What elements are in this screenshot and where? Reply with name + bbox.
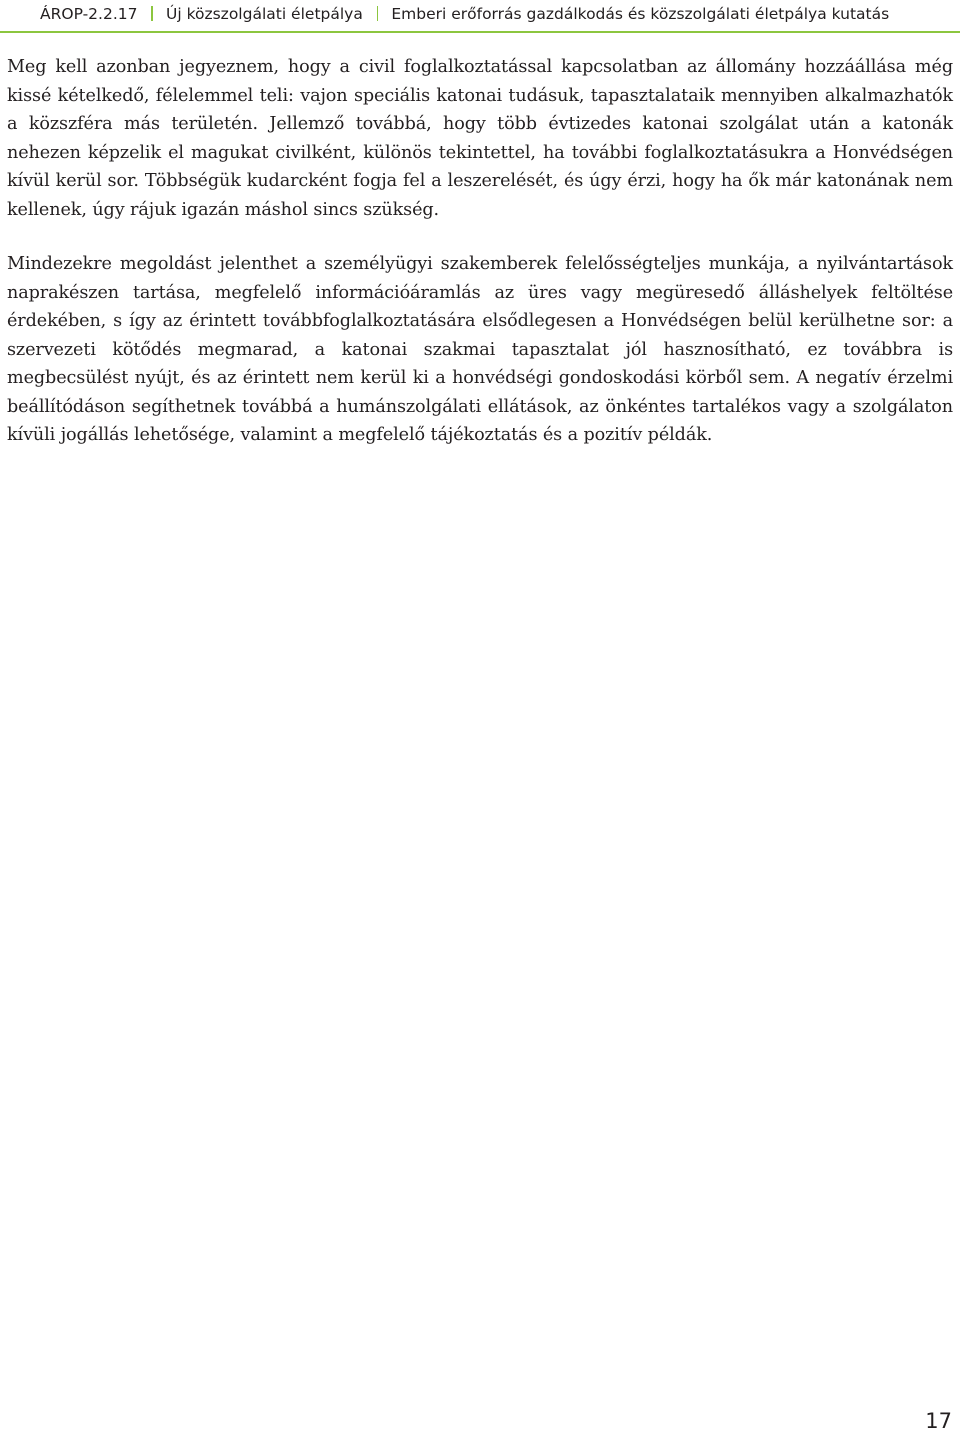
header-project-title: Új közszolgálati életpálya bbox=[165, 5, 363, 23]
header-program-code: ÁROP-2.2.17 bbox=[40, 5, 138, 23]
header-rule bbox=[0, 31, 960, 33]
header-separator bbox=[151, 6, 153, 21]
header-separator bbox=[377, 6, 379, 21]
body-paragraph: Mindezekre megoldást jelenthet a személyügyi szakemberek felelősségteljes munkája, a nyilvántartások naprakészen tartása, megfelelő információáramlás az üres vagy megüresedő álláshelyek feltöltése érdekében, s így az érintett továbbfoglalkoztatására elsődlegesen a Honvédségen belül kerülhetne sor: a szervezeti kötődés megmarad, a katonai szakmai tapasztalat jól hasznosítható, ez továbbra is megbecsülést nyújt, és az érintett nem kerül ki a honvédségi gondoskodási körből sem. A negatív érzelmi beállítódáson segíthetnek továbbá a humánszolgálati ellátások, az önkéntes tartalékos vagy a szolgálaton kívüli jogállás lehetősége, valamint a megfelelő tájékoztatás és a pozitív példák. bbox=[7, 254, 953, 445]
header-subtitle: Emberi erőforrás gazdálkodás és közszolgálati életpálya kutatás bbox=[391, 5, 890, 23]
body-paragraph: Meg kell azonban jegyeznem, hogy a civil foglalkoztatással kapcsolatban az állomány hozzáállása még kissé kételkedő, félelemmel teli: vajon speciális katonai tudásuk, tapasztalataik mennyiben alkalmazhatók a közszféra más területén. Jellemző továbbá, hogy több évtizedes katonai szolgálat után a katonák nehezen képzelik el magukat civilként, különös tekintettel, ha további foglalkoztatásukra a Honvédségen kívül kerül sor. Többségük kudarcként fogja fel a leszerelését, és úgy érzi, hogy ha ők már katonának nem kellenek, úgy rájuk igazán máshol sincs szükség. bbox=[7, 57, 953, 220]
running-header bbox=[40, 3, 920, 25]
page-number: 17 bbox=[925, 1409, 952, 1433]
page-body bbox=[7, 53, 953, 476]
